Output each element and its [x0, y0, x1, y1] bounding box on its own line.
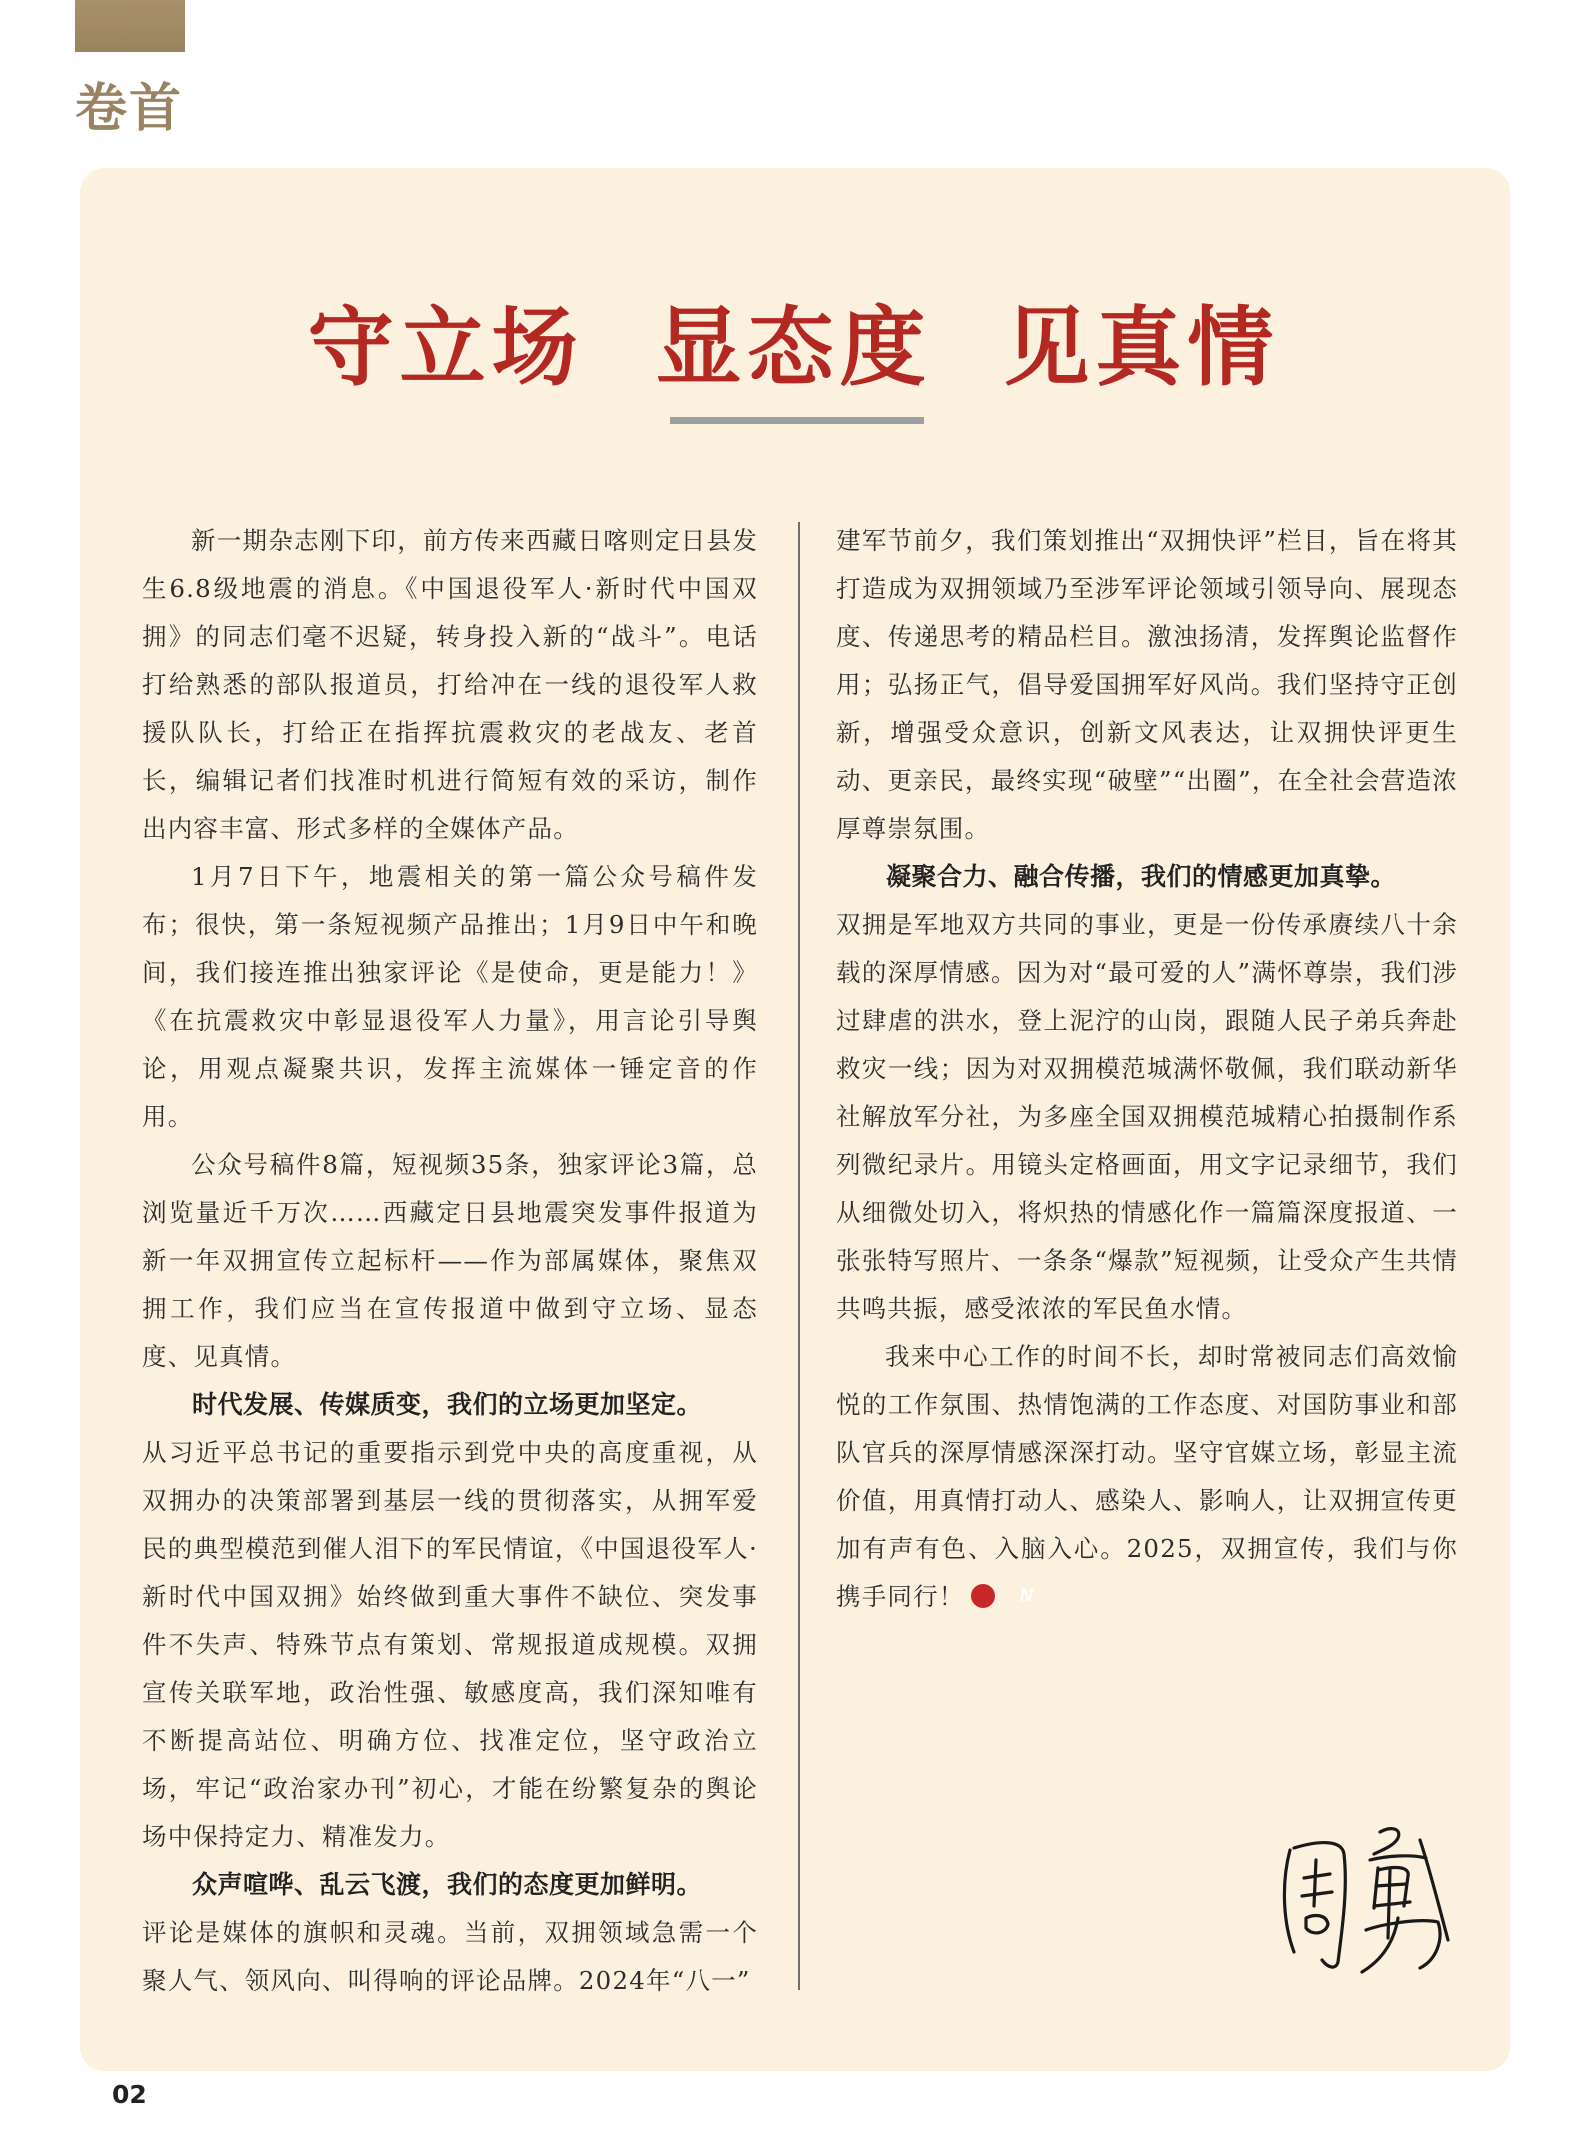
paragraph: 评论是媒体的旗帜和灵魂。当前，双拥领域急需一个聚人气、领风向、叫得响的评论品牌。2024年“八一” — [142, 1918, 758, 1995]
section-heading: 凝聚合力、融合传播，我们的情感更加真挚。 — [886, 862, 1397, 891]
paragraph: 公众号稿件8篇，短视频35条，独家评论3篇，总浏览量近千万次……西藏定日县地震突发事件报道为新一年双拥宣传立起标杆——作为部属媒体，聚焦双拥工作，我们应当在宣传报道中做到守立场、显态度、见真情。 — [142, 1150, 758, 1371]
left-column — [142, 517, 758, 2005]
paragraph: 双拥是军地双方共同的事业，更是一份传承赓续八十余载的深厚情感。因为对“最可爱的人”满怀尊崇，我们涉过肆虐的洪水，登上泥泞的山岗，跟随人民子弟兵奔赴救灾一线；因为对双拥模范城满怀敬佩，我们联动新华社解放军分社，为多座全国双拥模范城精心拍摄制作系列微纪录片。用镜头定格画面，用文字记录细节，我们从细微处切入，将炽热的情感化作一篇篇深度报道、一张张特写照片、一条条“爆款”短视频，让受众产生共情共鸣共振，感受浓浓的军民鱼水情。 — [836, 910, 1458, 1323]
article-title: 守立场 显态度 见真情 — [307, 297, 1280, 398]
paragraph: 建军节前夕，我们策划推出“双拥快评”栏目，旨在将其打造成为双拥领域乃至涉军评论领域引领导向、展现态度、传递思考的精品栏目。激浊扬清，发挥舆论监督作用；弘扬正气，倡导爱国拥军好风尚。我们坚持守正创新，增强受众意识，创新文风表达，让双拥快评更生动、更亲民，最终实现“破壁”“出圈”，在全社会营造浓厚尊崇氛围。 — [836, 526, 1458, 843]
column-divider — [798, 522, 800, 1990]
paragraph: 新一期杂志刚下印，前方传来西藏日喀则定日县发生6.8级地震的消息。《中国退役军人·新时代中国双拥》的同志们毫不迟疑，转身投入新的“战斗”。电话打给熟悉的部队报道员，打给冲在一线的退役军人救援队队长，打给正在指挥抗震救灾的老战友、老首长，编辑记者们找准时机进行简短有效的采访，制作出内容丰富、形式多样的全媒体产品。 — [142, 526, 758, 843]
paragraph-final — [836, 1333, 1458, 1621]
section-heading: 时代发展、传媒质变，我们的立场更加坚定。 — [192, 1390, 703, 1419]
page-number: 02 — [112, 2080, 147, 2109]
signature-image — [1270, 1810, 1460, 1980]
paragraph: 1月7日下午，地震相关的第一篇公众号稿件发布；很快，第一条短视频产品推出；1月9日中午和晚间，我们接连推出独家评论《是使命，更是能力！》《在抗震救灾中彰显退役军人力量》，用言论引导舆论，用观点凝聚共识，发挥主流媒体一锤定音的作用。 — [142, 862, 758, 1131]
section-heading: 众声喧哗、乱云飞渡，我们的态度更加鲜明。 — [192, 1870, 703, 1899]
end-mark-icon — [971, 1584, 995, 1608]
title-underline — [670, 417, 924, 424]
section-label: 卷首 — [75, 79, 184, 139]
paragraph-final-text: 我来中心工作的时间不长，却时常被同志们高效愉悦的工作氛围、热情饱满的工作态度、对国防事业和部队官兵的深厚情感深深打动。坚守官媒立场，彰显主流价值，用真情打动人、感染人、影响人，让双拥宣传更加有声有色、入脑入心。2025，双拥宣传，我们与你携手同行！ — [836, 1342, 1458, 1611]
paragraph: 从习近平总书记的重要指示到党中央的高度重视，从双拥办的决策部署到基层一线的贯彻落实，从拥军爱民的典型模范到催人泪下的军民情谊，《中国退役军人·新时代中国双拥》始终做到重大事件不缺位、突发事件不失声、特殊节点有策划、常规报道成规模。双拥宣传关联军地，政治性强、敏感度高，我们深知唯有不断提高站位、明确方位、找准定位，坚守政治立场，牢记“政治家办刊”初心，才能在纷繁复杂的舆论场中保持定力、精准发力。 — [142, 1438, 758, 1851]
right-column — [836, 517, 1458, 1621]
section-color-bar — [75, 0, 185, 52]
